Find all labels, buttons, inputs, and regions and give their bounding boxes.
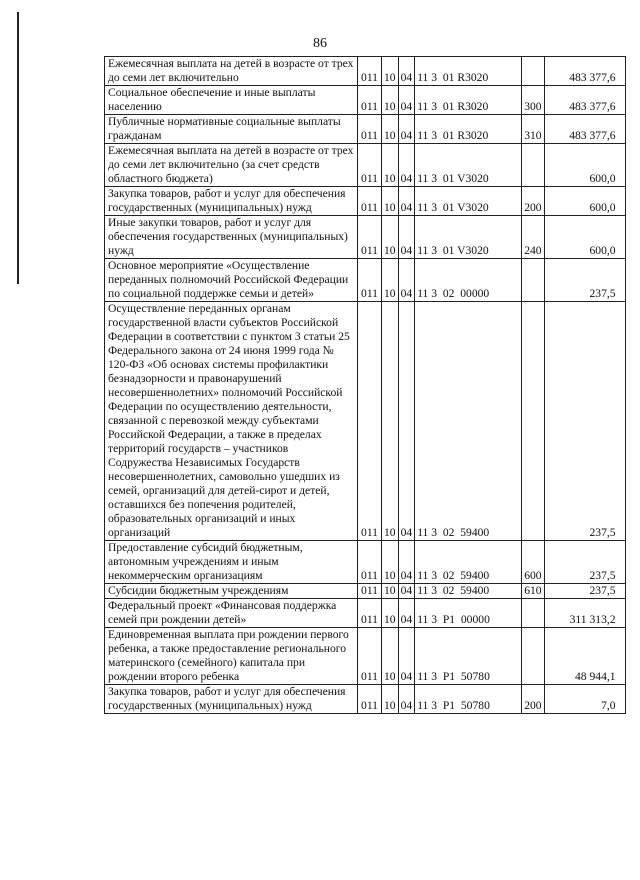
row-ministry-code: 011 <box>358 216 382 259</box>
table-row <box>105 115 626 144</box>
row-target-code: 11 3 P1 50780 <box>415 628 522 685</box>
row-subsection-code: 04 <box>398 599 415 628</box>
row-target-code: 11 3 P1 00000 <box>415 599 522 628</box>
row-amount: 237,5 <box>544 541 625 584</box>
table-row <box>105 86 626 115</box>
row-description: Основное мероприятие «Осуществление переданных полномочий Российской Федерации по социальной поддержке семьи и детей» <box>105 259 358 302</box>
page-number: 86 <box>313 36 327 51</box>
table-row <box>105 541 626 584</box>
row-ministry-code: 011 <box>358 599 382 628</box>
row-amount: 237,5 <box>544 584 625 599</box>
row-section-code: 10 <box>382 86 399 115</box>
row-expense-type <box>522 628 544 685</box>
row-ministry-code: 011 <box>358 187 382 216</box>
row-description: Предоставление субсидий бюджетным, автономным учреждениям и иным некоммерческим организациям <box>105 541 358 584</box>
row-description: Единовременная выплата при рождении первого ребенка, а также предоставление регионального материнского (семейного) капитала при рождении второго ребенка <box>105 628 358 685</box>
row-subsection-code: 04 <box>398 685 415 714</box>
left-margin-rule <box>17 12 19 284</box>
row-section-code: 10 <box>382 259 399 302</box>
row-subsection-code: 04 <box>398 584 415 599</box>
row-expense-type <box>522 144 544 187</box>
row-subsection-code: 04 <box>398 86 415 115</box>
row-expense-type <box>522 259 544 302</box>
row-description: Закупка товаров, работ и услуг для обеспечения государственных (муниципальных) нужд <box>105 187 358 216</box>
row-description: Федеральный проект «Финансовая поддержка семей при рождении детей» <box>105 599 358 628</box>
row-amount: 237,5 <box>544 302 625 541</box>
row-subsection-code: 04 <box>398 144 415 187</box>
row-section-code: 10 <box>382 216 399 259</box>
row-ministry-code: 011 <box>358 685 382 714</box>
row-ministry-code: 011 <box>358 57 382 86</box>
row-ministry-code: 011 <box>358 584 382 599</box>
row-section-code: 10 <box>382 187 399 216</box>
row-subsection-code: 04 <box>398 628 415 685</box>
table-row <box>105 144 626 187</box>
row-section-code: 10 <box>382 57 399 86</box>
row-section-code: 10 <box>382 628 399 685</box>
row-description: Закупка товаров, работ и услуг для обеспечения государственных (муниципальных) нужд <box>105 685 358 714</box>
row-subsection-code: 04 <box>398 187 415 216</box>
row-target-code: 11 3 02 59400 <box>415 302 522 541</box>
row-description: Осуществление переданных органам государственной власти субъектов Российской Федерации в соответствии с пунктом 3 статьи 25 Федерального закона от 24 июня 1999 года № 120-ФЗ «Об основах системы профилактики безнадзорности и правонарушений несовершеннолетних» полномочий Российской Федерации по осуществлению деятельности, связанной с перевозкой между субъектами Российской Федерации, а также в пределах территорий государств – участников Содружества Независимых Государств несовершеннолетних, самовольно ушедших из семей, организаций для детей-сирот и детей, оставшихся без попечения родителей, образовательных организаций и иных организаций <box>105 302 358 541</box>
row-description: Ежемесячная выплата на детей в возрасте от трех до семи лет включительно (за счет средств областного бюджета) <box>105 144 358 187</box>
row-expense-type: 600 <box>522 541 544 584</box>
row-section-code: 10 <box>382 599 399 628</box>
row-subsection-code: 04 <box>398 57 415 86</box>
row-expense-type: 200 <box>522 685 544 714</box>
row-target-code: 11 3 02 59400 <box>415 541 522 584</box>
row-amount: 600,0 <box>544 216 625 259</box>
row-expense-type <box>522 302 544 541</box>
row-description: Социальное обеспечение и иные выплаты населению <box>105 86 358 115</box>
row-ministry-code: 011 <box>358 541 382 584</box>
row-target-code: 11 3 02 59400 <box>415 584 522 599</box>
table-row <box>105 216 626 259</box>
row-description: Ежемесячная выплата на детей в возрасте от трех до семи лет включительно <box>105 57 358 86</box>
table-row <box>105 685 626 714</box>
row-section-code: 10 <box>382 685 399 714</box>
row-expense-type: 310 <box>522 115 544 144</box>
row-target-code: 11 3 01 V3020 <box>415 144 522 187</box>
row-subsection-code: 04 <box>398 302 415 541</box>
row-ministry-code: 011 <box>358 259 382 302</box>
row-target-code: 11 3 01 V3020 <box>415 187 522 216</box>
row-subsection-code: 04 <box>398 541 415 584</box>
row-section-code: 10 <box>382 144 399 187</box>
row-amount: 483 377,6 <box>544 86 625 115</box>
row-amount: 48 944,1 <box>544 628 625 685</box>
row-subsection-code: 04 <box>398 259 415 302</box>
table-row <box>105 599 626 628</box>
row-expense-type <box>522 57 544 86</box>
table-row <box>105 628 626 685</box>
row-expense-type: 240 <box>522 216 544 259</box>
row-target-code: 11 3 01 V3020 <box>415 216 522 259</box>
row-amount: 311 313,2 <box>544 599 625 628</box>
row-expense-type: 610 <box>522 584 544 599</box>
row-ministry-code: 011 <box>358 86 382 115</box>
row-section-code: 10 <box>382 541 399 584</box>
row-amount: 7,0 <box>544 685 625 714</box>
row-amount: 600,0 <box>544 144 625 187</box>
row-section-code: 10 <box>382 584 399 599</box>
row-amount: 483 377,6 <box>544 115 625 144</box>
row-target-code: 11 3 P1 50780 <box>415 685 522 714</box>
table-row <box>105 187 626 216</box>
row-description: Субсидии бюджетным учреждениям <box>105 584 358 599</box>
row-expense-type: 200 <box>522 187 544 216</box>
table-row <box>105 302 626 541</box>
table-row <box>105 57 626 86</box>
row-target-code: 11 3 02 00000 <box>415 259 522 302</box>
row-expense-type: 300 <box>522 86 544 115</box>
row-amount: 483 377,6 <box>544 57 625 86</box>
row-ministry-code: 011 <box>358 144 382 187</box>
row-amount: 237,5 <box>544 259 625 302</box>
row-target-code: 11 3 01 R3020 <box>415 115 522 144</box>
row-amount: 600,0 <box>544 187 625 216</box>
row-section-code: 10 <box>382 115 399 144</box>
row-subsection-code: 04 <box>398 115 415 144</box>
budget-table <box>104 56 626 714</box>
row-ministry-code: 011 <box>358 628 382 685</box>
row-expense-type <box>522 599 544 628</box>
row-subsection-code: 04 <box>398 216 415 259</box>
row-section-code: 10 <box>382 302 399 541</box>
table-row <box>105 584 626 599</box>
row-target-code: 11 3 01 R3020 <box>415 86 522 115</box>
table-row <box>105 259 626 302</box>
row-ministry-code: 011 <box>358 115 382 144</box>
row-description: Иные закупки товаров, работ и услуг для обеспечения государственных (муниципальных) нужд <box>105 216 358 259</box>
row-ministry-code: 011 <box>358 302 382 541</box>
row-target-code: 11 3 01 R3020 <box>415 57 522 86</box>
row-description: Публичные нормативные социальные выплаты гражданам <box>105 115 358 144</box>
